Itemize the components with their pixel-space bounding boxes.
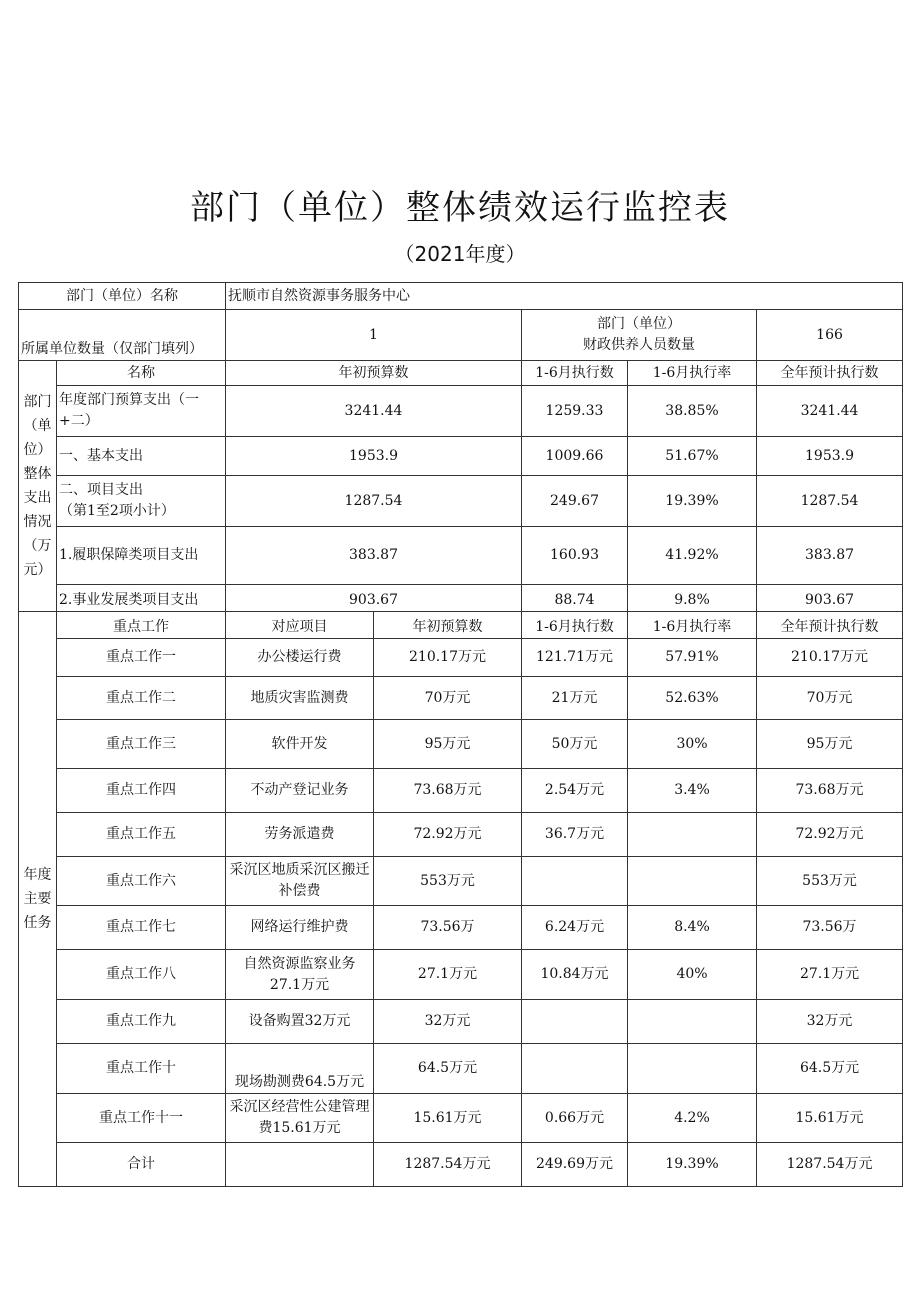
task-budget: 64.5万元 bbox=[374, 1044, 522, 1094]
task-work: 重点工作五 bbox=[57, 813, 226, 857]
task-forecast: 73.68万元 bbox=[757, 769, 903, 813]
task-row bbox=[19, 677, 903, 720]
expense-forecast: 3241.44 bbox=[757, 386, 903, 437]
task-rate bbox=[628, 813, 757, 857]
expense-forecast: 1953.9 bbox=[757, 437, 903, 476]
page-title: 部门（单位）整体绩效运行监控表 bbox=[190, 188, 730, 228]
task-project: 劳务派遣费 bbox=[226, 813, 374, 857]
expense-row bbox=[19, 437, 903, 476]
tasks-header-forecast: 全年预计执行数 bbox=[757, 612, 903, 639]
task-exec: 50万元 bbox=[522, 720, 628, 769]
task-row bbox=[19, 857, 903, 906]
task-forecast: 32万元 bbox=[757, 1000, 903, 1044]
task-row bbox=[19, 1000, 903, 1044]
task-forecast: 72.92万元 bbox=[757, 813, 903, 857]
expense-header-budget: 年初预算数 bbox=[226, 361, 522, 386]
task-exec: 6.24万元 bbox=[522, 906, 628, 950]
task-rate: 30% bbox=[628, 720, 757, 769]
task-work: 重点工作九 bbox=[57, 1000, 226, 1044]
dept-name-value: 抚顺市自然资源事务服务中心 bbox=[226, 283, 903, 310]
task-exec: 249.69万元 bbox=[522, 1143, 628, 1187]
task-rate bbox=[628, 1044, 757, 1094]
task-rate: 3.4% bbox=[628, 769, 757, 813]
task-row bbox=[19, 1044, 903, 1094]
task-exec: 36.7万元 bbox=[522, 813, 628, 857]
unit-count-value: 1 bbox=[226, 310, 522, 361]
task-rate bbox=[628, 857, 757, 906]
task-total-row bbox=[19, 1143, 903, 1187]
tasks-header-project: 对应项目 bbox=[226, 612, 374, 639]
task-budget: 553万元 bbox=[374, 857, 522, 906]
expense-rate: 38.85% bbox=[628, 386, 757, 437]
task-forecast: 15.61万元 bbox=[757, 1094, 903, 1143]
task-budget: 73.56万 bbox=[374, 906, 522, 950]
task-project: 采沉区地质采沉区搬迁补偿费 bbox=[226, 857, 374, 906]
task-work: 重点工作三 bbox=[57, 720, 226, 769]
task-project: 网络运行维护费 bbox=[226, 906, 374, 950]
task-rate: 40% bbox=[628, 950, 757, 1000]
task-work: 重点工作一 bbox=[57, 639, 226, 677]
expense-forecast: 383.87 bbox=[757, 527, 903, 585]
task-work: 重点工作十 bbox=[57, 1044, 226, 1094]
task-work: 重点工作四 bbox=[57, 769, 226, 813]
task-forecast: 73.56万 bbox=[757, 906, 903, 950]
task-rate: 57.91% bbox=[628, 639, 757, 677]
expense-name: 年度部门预算支出（一+二） bbox=[57, 386, 226, 437]
task-exec bbox=[522, 857, 628, 906]
expense-rate: 19.39% bbox=[628, 476, 757, 527]
task-budget: 27.1万元 bbox=[374, 950, 522, 1000]
task-project: 现场勘测费64.5万元 bbox=[226, 1044, 374, 1094]
task-exec: 10.84万元 bbox=[522, 950, 628, 1000]
task-forecast: 70万元 bbox=[757, 677, 903, 720]
task-budget: 73.68万元 bbox=[374, 769, 522, 813]
task-rate bbox=[628, 1000, 757, 1044]
task-budget: 15.61万元 bbox=[374, 1094, 522, 1143]
task-row bbox=[19, 769, 903, 813]
tasks-header-budget: 年初预算数 bbox=[374, 612, 522, 639]
task-project: 采沉区经营性公建管理费15.61万元 bbox=[226, 1094, 374, 1143]
expense-budget: 3241.44 bbox=[226, 386, 522, 437]
expense-header-rate: 1-6月执行率 bbox=[628, 361, 757, 386]
task-project: 不动产登记业务 bbox=[226, 769, 374, 813]
task-budget: 1287.54万元 bbox=[374, 1143, 522, 1187]
expense-forecast: 903.67 bbox=[757, 585, 903, 612]
task-exec: 0.66万元 bbox=[522, 1094, 628, 1143]
expense-name-line1: 二、项目支出 bbox=[59, 482, 143, 498]
expense-name bbox=[57, 476, 226, 527]
performance-table bbox=[18, 282, 903, 1187]
task-rate: 4.2% bbox=[628, 1094, 757, 1143]
tasks-header-exec: 1-6月执行数 bbox=[522, 612, 628, 639]
expense-header-forecast: 全年预计执行数 bbox=[757, 361, 903, 386]
expense-header-name: 名称 bbox=[57, 361, 226, 386]
expense-exec: 1009.66 bbox=[522, 437, 628, 476]
task-row bbox=[19, 906, 903, 950]
task-row bbox=[19, 720, 903, 769]
task-forecast: 64.5万元 bbox=[757, 1044, 903, 1094]
expense-budget: 1287.54 bbox=[226, 476, 522, 527]
expense-row bbox=[19, 527, 903, 585]
expense-row bbox=[19, 476, 903, 527]
task-rate: 8.4% bbox=[628, 906, 757, 950]
staff-label-line1: 部门（单位） bbox=[597, 316, 681, 332]
expense-name: 1.履职保障类项目支出 bbox=[57, 527, 226, 585]
task-exec bbox=[522, 1044, 628, 1094]
expense-row bbox=[19, 585, 903, 612]
task-project: 地质灾害监测费 bbox=[226, 677, 374, 720]
expense-rate: 41.92% bbox=[628, 527, 757, 585]
page-subtitle: （2021年度） bbox=[394, 242, 526, 266]
task-budget: 210.17万元 bbox=[374, 639, 522, 677]
expense-budget: 903.67 bbox=[226, 585, 522, 612]
task-exec: 21万元 bbox=[522, 677, 628, 720]
expense-exec: 249.67 bbox=[522, 476, 628, 527]
task-exec: 121.71万元 bbox=[522, 639, 628, 677]
task-budget: 32万元 bbox=[374, 1000, 522, 1044]
tasks-side-label: 年度主要任务 bbox=[19, 612, 57, 1187]
unit-count-row bbox=[19, 310, 903, 361]
task-forecast: 95万元 bbox=[757, 720, 903, 769]
expense-budget: 1953.9 bbox=[226, 437, 522, 476]
staff-label bbox=[522, 310, 757, 361]
staff-value: 166 bbox=[757, 310, 903, 361]
task-row bbox=[19, 1094, 903, 1143]
task-budget: 72.92万元 bbox=[374, 813, 522, 857]
expense-header-row bbox=[19, 361, 903, 386]
task-budget: 95万元 bbox=[374, 720, 522, 769]
task-project: 自然资源监察业务27.1万元 bbox=[226, 950, 374, 1000]
task-work: 合计 bbox=[57, 1143, 226, 1187]
expense-header-exec: 1-6月执行数 bbox=[522, 361, 628, 386]
task-project bbox=[226, 1143, 374, 1187]
expense-rate: 9.8% bbox=[628, 585, 757, 612]
task-project: 设备购置32万元 bbox=[226, 1000, 374, 1044]
expense-name: 一、基本支出 bbox=[57, 437, 226, 476]
task-row bbox=[19, 813, 903, 857]
expense-exec: 1259.33 bbox=[522, 386, 628, 437]
expense-row bbox=[19, 386, 903, 437]
expense-name-line2: （第1至2项小计） bbox=[59, 503, 175, 519]
task-work: 重点工作六 bbox=[57, 857, 226, 906]
expense-forecast: 1287.54 bbox=[757, 476, 903, 527]
task-budget: 70万元 bbox=[374, 677, 522, 720]
task-forecast: 27.1万元 bbox=[757, 950, 903, 1000]
tasks-header-work: 重点工作 bbox=[57, 612, 226, 639]
task-forecast: 1287.54万元 bbox=[757, 1143, 903, 1187]
tasks-header-row bbox=[19, 612, 903, 639]
task-work: 重点工作二 bbox=[57, 677, 226, 720]
task-exec: 2.54万元 bbox=[522, 769, 628, 813]
task-rate: 52.63% bbox=[628, 677, 757, 720]
task-work: 重点工作十一 bbox=[57, 1094, 226, 1143]
task-work: 重点工作七 bbox=[57, 906, 226, 950]
task-rate: 19.39% bbox=[628, 1143, 757, 1187]
expense-rate: 51.67% bbox=[628, 437, 757, 476]
expense-name: 2.事业发展类项目支出 bbox=[57, 585, 226, 612]
task-row bbox=[19, 950, 903, 1000]
expense-budget: 383.87 bbox=[226, 527, 522, 585]
task-forecast: 210.17万元 bbox=[757, 639, 903, 677]
expense-exec: 160.93 bbox=[522, 527, 628, 585]
task-work: 重点工作八 bbox=[57, 950, 226, 1000]
task-row bbox=[19, 639, 903, 677]
dept-name-label: 部门（单位）名称 bbox=[19, 283, 226, 310]
staff-label-line2: 财政供养人员数量 bbox=[583, 337, 695, 353]
task-project: 软件开发 bbox=[226, 720, 374, 769]
unit-count-label: 所属单位数量（仅部门填列） bbox=[19, 310, 226, 361]
task-project: 办公楼运行费 bbox=[226, 639, 374, 677]
expense-exec: 88.74 bbox=[522, 585, 628, 612]
dept-name-row bbox=[19, 283, 903, 310]
task-forecast: 553万元 bbox=[757, 857, 903, 906]
task-exec bbox=[522, 1000, 628, 1044]
expense-side-label: 部门（单位）整体支出情况（万元） bbox=[19, 361, 57, 612]
tasks-header-rate: 1-6月执行率 bbox=[628, 612, 757, 639]
